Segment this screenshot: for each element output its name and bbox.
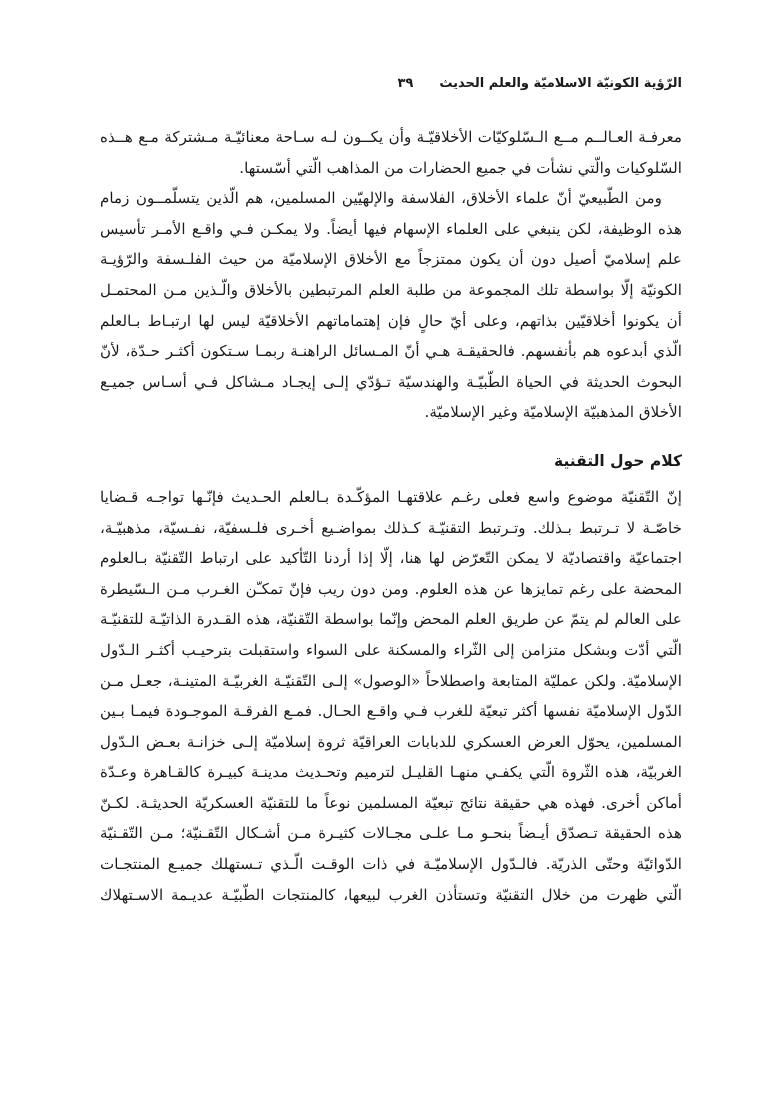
text-line: البحوث الحديثة في الحياة الطّبيّـة والهندسيّة تـؤدّي إلـى إيجـاد مـشاكل فـي أسـاس جميـع [100, 372, 682, 391]
text-line: علم إسلاميّ أصيل دون أن يكون ممتزجاً مع الأخلاق الإسلاميّة من حيث الفلـسفة والرّؤيـة [100, 250, 682, 269]
text-line: هذه الحقيقة تـصدّق أيـضاً بنحـو مـا علـى مجـالات كثيـرة مـن أشـكال التّقـنيّة؛ مـن التّقـنيّة [100, 824, 682, 843]
paragraph-2 [100, 183, 682, 428]
text-line: أن يكونوا أخلاقيّين بذاتهم، وعلى أيّ حالٍ فإن إهتماماتهم الأخلاقيّة ليس لها ارتبـاط بـالعلم [100, 311, 682, 330]
section-heading: كلام حول التقنية [554, 451, 682, 470]
text-line: أماكن أخرى. فهذه هي حقيقة نتائج تبعيّة المسلمين نوعاً ما للتقنيّة العسكريّة الحديثـة. لكـنّ [100, 793, 682, 812]
text-line: الّذي أبدعوه هم بأنفسهم. فالحقيقـة هـي أنّ المـسائل الراهنـة ربمـا سـتكون أكثـر حـدّة، لأنّ [100, 342, 682, 361]
text-line: اجتماعيّة واقتصاديّة لا يمكن التّعرّض لها هنا، إلّا إذا أردنا التّأكيد على ارتباط التّقنيّة بـالعلوم [100, 549, 682, 568]
text-line: إنّ التّقنيّة موضوع واسع فعلى رغـم علاقتهـا المؤكّـدة بـالعلم الحـديث فإنّـها تواجـه قـضايا [100, 487, 682, 506]
text-line: هذه الوظيفة، لكن ينبغي على العلماء الإسهام فيها أيضاً. ولا يمكـن فـي واقـع الأمـر تأسيس [100, 219, 682, 238]
text-line: الدّول الإسلاميّة نفسها أكثر تبعيّة للغرب فـي واقـع الحـال. فمـع الفرقـة الموجـودة فيمـا بـين [100, 702, 682, 721]
text-line: معرفـة العـالــم مــع الـسّلوكيّات الأخلاقيّـة وأن يكــون لـه سـاحة معنائيّـة مـشتركة مـع هــذه [100, 128, 682, 146]
running-header [100, 76, 682, 91]
text-line: الكونيّة إلّا بواسطة تلك المجموعة من طلبة العلم المرتبطين بالأخلاق والّـذين مـن المحتمـل [100, 280, 682, 299]
text-line: السّلوكيات والّتي نشأت في جميع الحضارات من المذاهب الّتي أسّستها. [239, 158, 682, 177]
header-title: الرّؤية الكونيّة الاسلاميّة والعلم الحديث [439, 76, 682, 91]
text-line: على العالم لم يتمّ عن طريق العلم المحض وإنّما بواسطة التّقنيّة، هذه القـدرة الذاتيّـة للتقنيّـة [100, 610, 682, 629]
text-line: المسلمين، يحوّل العرض العسكري للدبابات العراقيّة ثروة إسلاميّة إلـى خزانـة بعـض الـدّول [100, 732, 682, 751]
page-body [100, 122, 682, 910]
paragraph-3 [100, 482, 682, 910]
text-line: الّتي أدّت وبشكل متزامن إلى الثّراء والمسكنة على السواء واستقبلت بترحيـب أكثـر الـدّول [100, 640, 682, 659]
text-line: ومن الطّبيعيّ أنّ علماء الأخلاق، الفلاسفة والإلهيّين المسلمين، هم الّذين يتسلّمــون زمام [100, 189, 662, 208]
text-line: الإسلاميّة. ولكن عمليّة المتابعة واصطلاحاً «الوصول» إلـى التّقنيّـة الغربيّـة المتينـة، جعـل مـن [100, 671, 682, 690]
text-line: الأخلاق المذهبيّة الإسلاميّة وغير الإسلاميّة. [424, 403, 682, 422]
text-line: الّتي ظهرت من خلال التقنيّة وتستأذن الغرب لبيعها، كالمنتجات الطّبيّـة عديـمة الاسـتهلاك [100, 885, 682, 904]
text-line: المحضة على رغم تمايزها عن هذه العلوم. ومن دون ريب فإنّ تمكـّن الغـرب مـن الـسّيطرة [100, 579, 682, 598]
page-number: ٣٩ [397, 76, 414, 91]
text-line: خاصّـة لا تـرتبط بـذلك. وتـرتبط التقنيّـة كـذلك بمواضـيع أخـرى فلـسفيّة، نفـسيّة، مذهبيّـة، [100, 518, 682, 537]
text-line: الدّوائيّة وحتّى الذريّة. فالـدّول الإسلاميّـة في ذات الوقـت الّـذي تـستهلك جميـع المنتجـات [100, 855, 682, 874]
text-line: الغربيّة، هذه الثّروة الّتي يكفـي منهـا القليـل لترميم وتحـديث مدينـة كبيـرة كالقـاهرة وعـدّة [100, 763, 682, 782]
paragraph-1 [100, 122, 682, 183]
